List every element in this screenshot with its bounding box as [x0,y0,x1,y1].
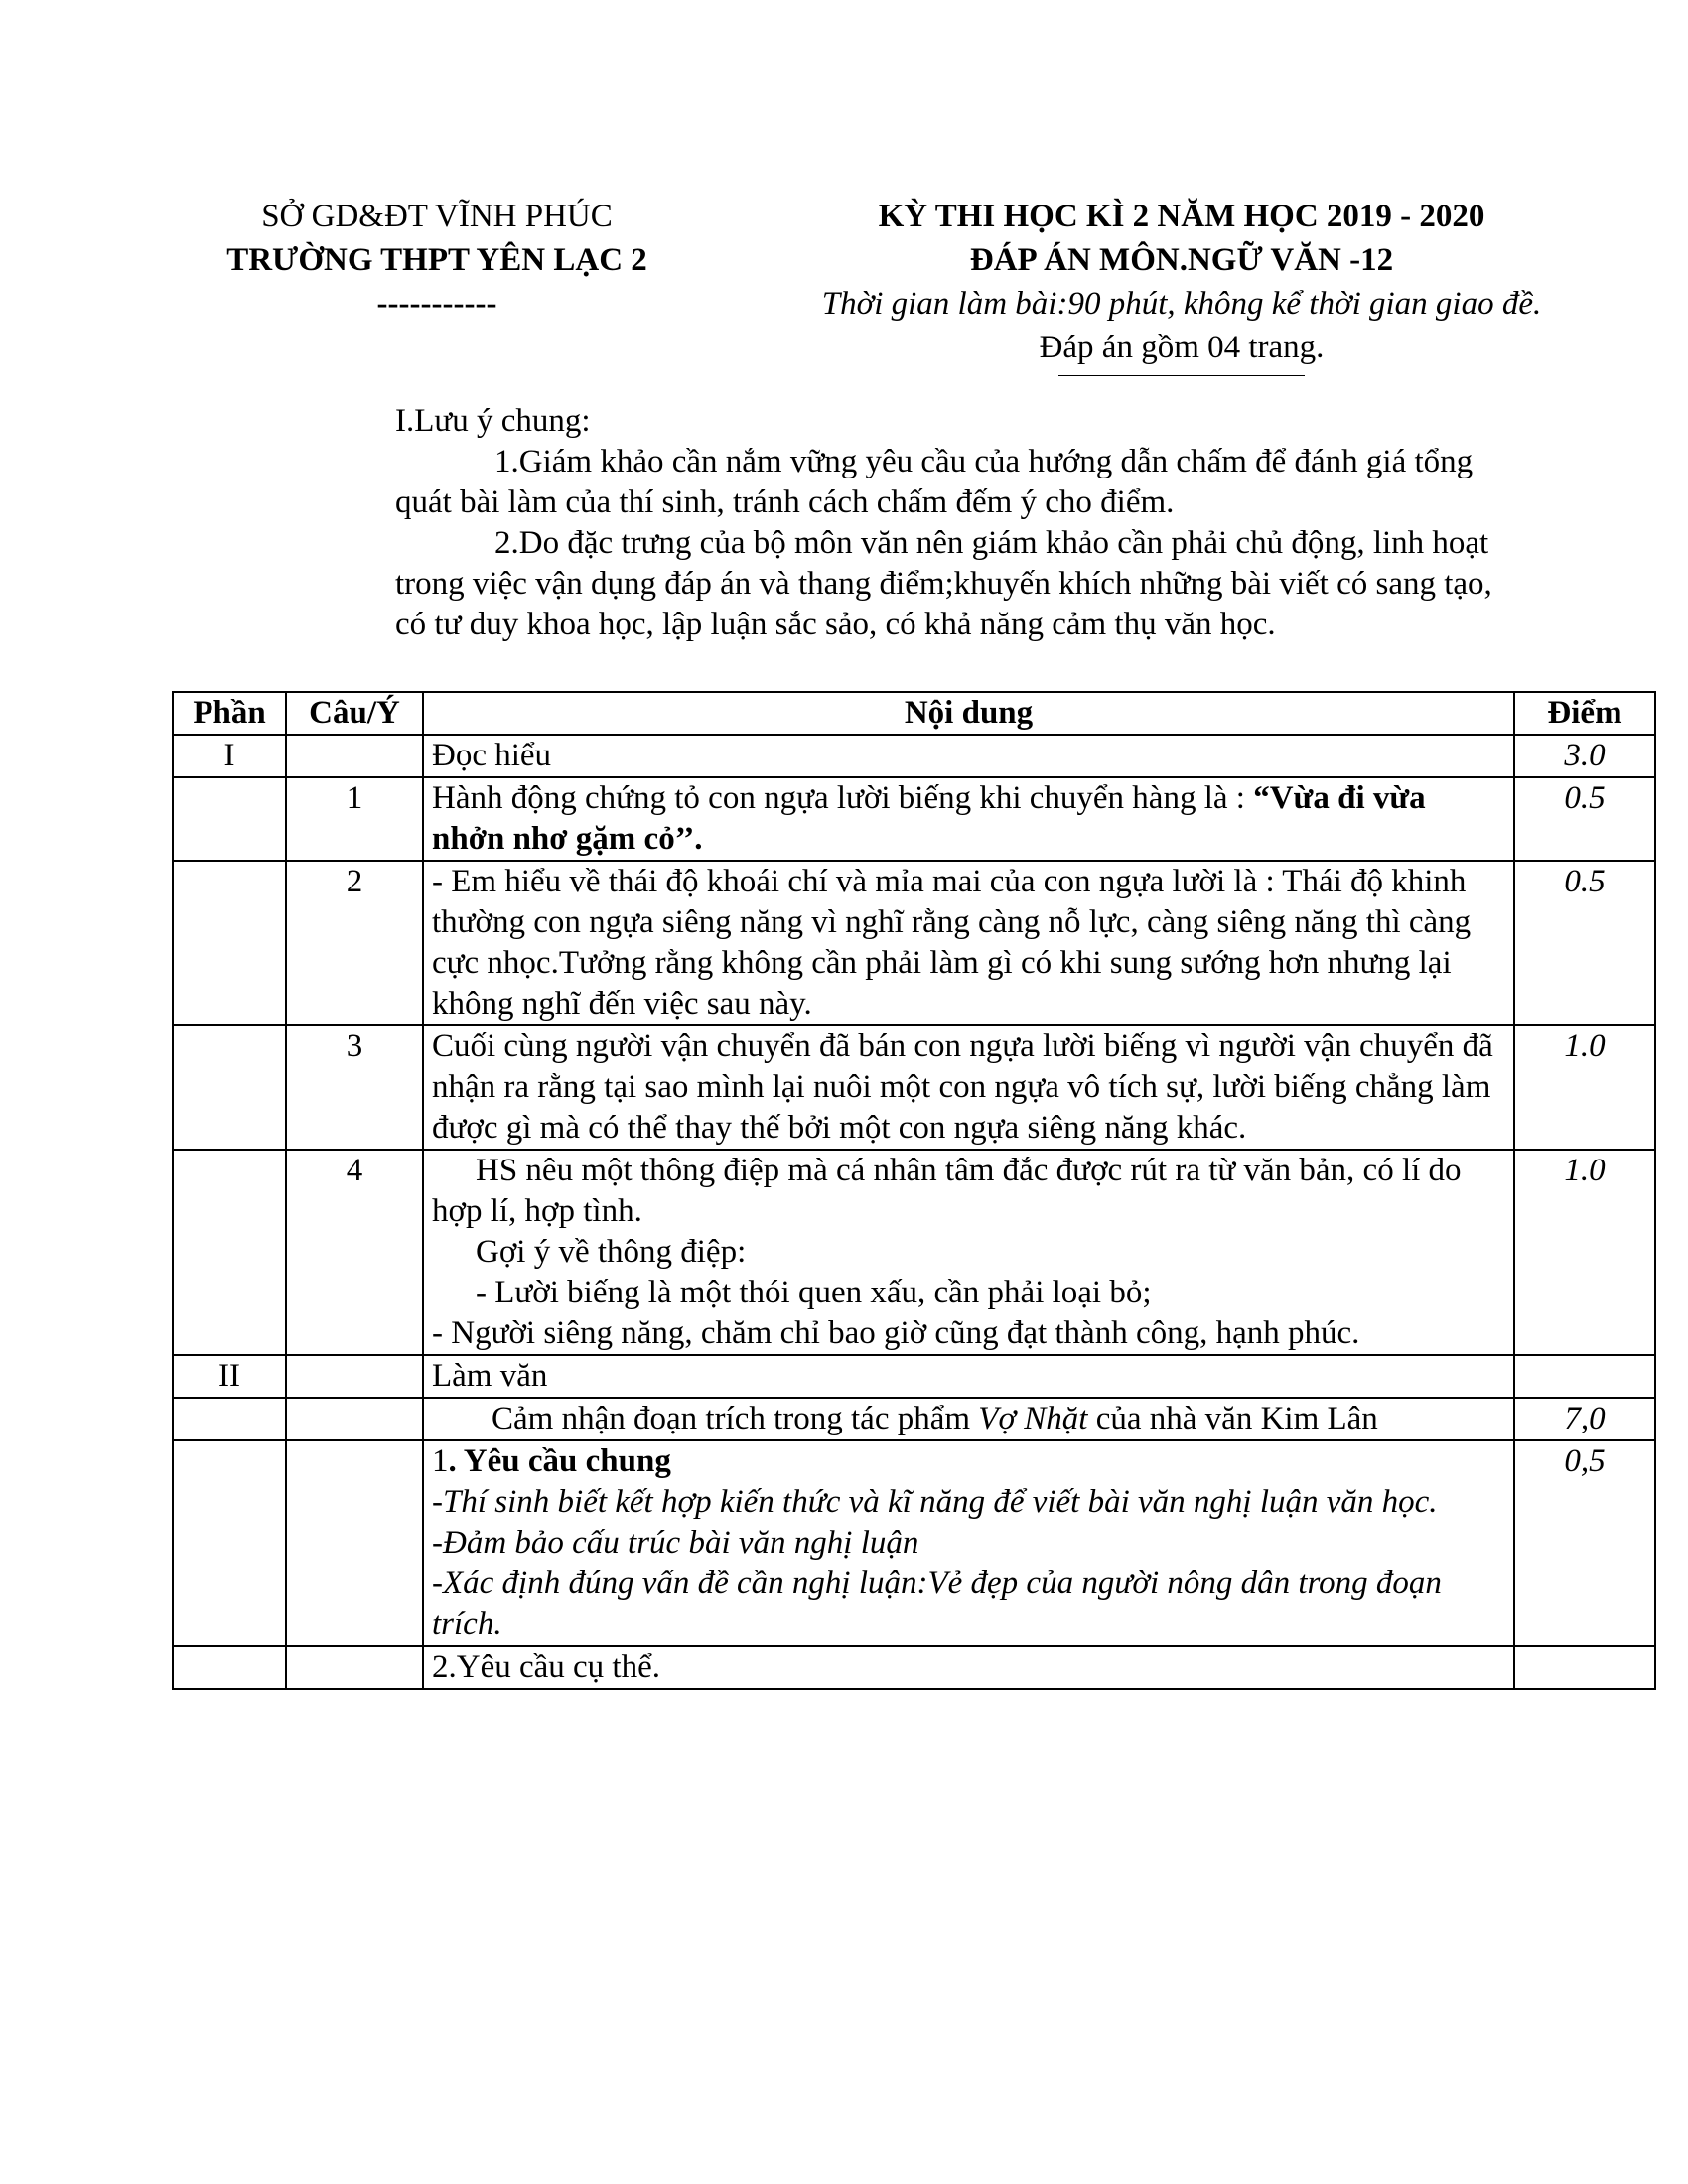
table-row [173,1355,1655,1398]
answer-content: Cuối cùng người vận chuyển đã bán con ngựa lười biếng vì người vận chuyển đã nhận ra rằng tại sao mình lại nuôi một con ngựa vô tích sự, lười biếng chẳng làm được gì mà có thể thay thế bởi một con ngựa siêng năng khác. [423,1025,1514,1150]
section-number: I [173,735,286,777]
table-row [173,1646,1655,1689]
exam-header [765,195,1599,376]
question-number: 1 [286,777,423,861]
header-phan: Phần [173,692,286,735]
exam-duration: Thời gian làm bài:90 phút, không kể thời gian giao đề. [821,286,1542,322]
header-cau: Câu/Ý [286,692,423,735]
essay-score: 7,0 [1514,1398,1655,1440]
answer-score: 0.5 [1514,861,1655,1025]
header-diem: Điểm [1514,692,1655,735]
answer-score: 1.0 [1514,1025,1655,1150]
section-score: 3.0 [1514,735,1655,777]
general-notes [395,401,1497,645]
table-row [173,1025,1655,1150]
section-number: II [173,1355,286,1398]
header-rule [1058,375,1305,376]
table-row [173,735,1655,777]
essay-prompt: Cảm nhận đoạn trích trong tác phẩm Vợ Nhặt của nhà văn Kim Lân [423,1398,1514,1440]
answer-content: HS nêu một thông điệp mà cá nhân tâm đắc được rút ra từ văn bản, có lí do hợp lí, hợp tình. Gợi ý về thông điệp: - Lười biếng là một thói quen xấu, cần phải loại bỏ; - Người siêng năng, chăm chỉ bao giờ cũng đạt thành công, hạnh phúc. [423,1150,1514,1355]
question-number: 2 [286,861,423,1025]
table-row [173,861,1655,1025]
answer-score: 1.0 [1514,1150,1655,1355]
note-1: 1.Giám khảo cần nắm vững yêu cầu của hướng dẫn chấm để đánh giá tổng quát bài làm của thí sinh, tránh cách chấm đếm ý cho điểm. [395,444,1474,520]
notes-title: I.Lưu ý chung: [395,403,591,439]
answer-key-title: ĐÁP ÁN MÔN.NGỮ VĂN -12 [969,242,1394,278]
note-2: 2.Do đặc trưng của bộ môn văn nên giám khảo cần phải chủ động, linh hoạt trong việc vận dụng đáp án và thang điểm;khuyến khích những bài viết có sang tạo, có tư duy khoa học, lập luận sắc sảo, có khả năng cảm thụ văn học. [395,525,1492,642]
answer-score: 0.5 [1514,777,1655,861]
general-requirements: 1. Yêu cầu chung -Thí sinh biết kết hợp kiến thức và kĩ năng để viết bài văn nghị luận văn học. -Đảm bảo cấu trúc bài văn nghị luận -Xác định đúng vấn đề cần nghị luận:Vẻ đẹp của người nông dân trong đoạn trích. [423,1440,1514,1646]
header-noidung: Nội dung [423,692,1514,735]
answer-table [172,691,1656,1690]
requirements-score: 0,5 [1514,1440,1655,1646]
table-row [173,1440,1655,1646]
question-number: 3 [286,1025,423,1150]
header-divider: ----------- [376,286,497,322]
answer-content: - Em hiểu về thái độ khoái chí và mỉa mai của con ngựa lười là : Thái độ khinh thường con ngựa siêng năng vì nghĩ rằng càng nỗ lực, càng siêng năng thì càng cực nhọc.Tưởng rằng không cần phải làm gì có khi sung sướng hơn nhưng lại không nghĩ đến việc sau này. [423,861,1514,1025]
table-row [173,1150,1655,1355]
section-title: Làm văn [423,1355,1514,1398]
section-title: Đọc hiểu [423,735,1514,777]
specific-requirements: 2.Yêu cầu cụ thể. [423,1646,1514,1689]
table-row [173,777,1655,861]
school-header [189,195,685,326]
answer-content: Hành động chứng tỏ con ngựa lười biếng khi chuyển hàng là : “Vừa đi vừa nhởn nhơ gặm cỏ’’. [423,777,1514,861]
exam-title: KỲ THI HỌC KÌ 2 NĂM HỌC 2019 - 2020 [878,199,1485,234]
department-name: SỞ GD&ĐT VĨNH PHÚC [261,199,613,234]
table-row [173,1398,1655,1440]
table-header-row [173,692,1655,735]
question-number: 4 [286,1150,423,1355]
page-count: Đáp án gồm 04 trang. [1039,330,1325,365]
school-name: TRƯỜNG THPT YÊN LẠC 2 [226,242,647,278]
work-title: Vợ Nhặt [978,1401,1088,1436]
